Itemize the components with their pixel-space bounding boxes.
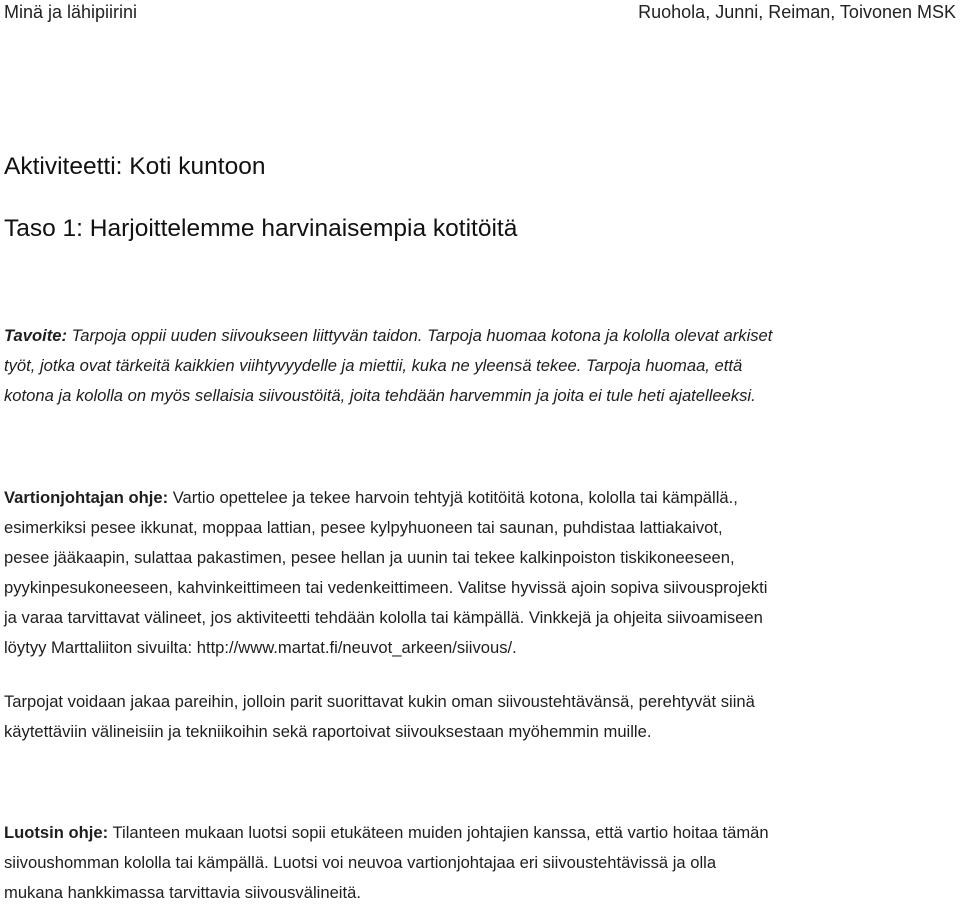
patrol-leader-line-1	[4, 483, 956, 513]
header-left-text: Minä ja lähipiirini	[4, 2, 138, 22]
pairs-paragraph	[4, 687, 956, 747]
header-right-text: Ruohola, Junni, Reiman, Toivonen MSK	[638, 2, 956, 22]
patrol-leader-label: Vartionjohtajan ohje:	[4, 488, 169, 507]
pilot-line-2: siivoushomman kololla tai kämpällä. Luotsi voi neuvoa vartionjohtajaa eri siivoustehtävissä ja olla	[4, 853, 717, 872]
page-header	[4, 2, 956, 26]
pilot-line-3: mukana hankkimassa tarvittavia siivousvälineitä.	[4, 883, 361, 902]
patrol-leader-line-2: esimerkiksi pesee ikkunat, moppaa lattian, pesee kylpyhuoneen tai saunan, puhdistaa lattiakaivot,	[4, 518, 723, 537]
patrol-leader-instructions	[4, 483, 956, 663]
goal-line-3: kotona ja kololla on myös sellaisia siivoustöitä, joita tehdään harvemmin ja joita ei tule heti ajatelleeksi.	[4, 386, 756, 405]
goal-line-1	[4, 321, 956, 351]
pairs-line-1: Tarpojat voidaan jakaa pareihin, jolloin parit suorittavat kukin oman siivoustehtävänsä, perehtyvät siinä	[4, 692, 755, 711]
pilot-instructions	[4, 818, 956, 908]
pilot-line-1	[4, 818, 956, 848]
pilot-text-1: Tilanteen mukaan luotsi sopii etukäteen muiden johtajien kanssa, että vartio hoitaa tämän	[108, 823, 769, 842]
pilot-label: Luotsin ohje:	[4, 823, 109, 842]
pairs-line-2: käytettäviin välineisiin ja tekniikoihin sekä raportoivat siivouksestaan myöhemmin muille.	[4, 722, 652, 741]
patrol-leader-line-5: ja varaa tarvittavat välineet, jos aktiviteetti tehdään kololla tai kämpällä. Vinkkejä ja ohjeita siivoamiseen	[4, 608, 763, 627]
goal-paragraph	[4, 321, 956, 411]
patrol-leader-line-4: pyykinpesukoneeseen, kahvinkeittimeen tai vedenkeittimeen. Valitse hyvissä ajoin sopiva siivousprojekti	[4, 578, 768, 597]
patrol-leader-text-1: Vartio opettelee ja tekee harvoin tehtyjä kotitöitä kotona, kololla tai kämpällä.,	[168, 488, 738, 507]
goal-label: Tavoite:	[4, 326, 68, 345]
patrol-leader-line-3: pesee jääkaapin, sulattaa pakastimen, pesee hellan ja uunin tai tekee kalkinpoiston tiskikoneeseen,	[4, 548, 735, 567]
level-title: Taso 1: Harjoittelemme harvinaisempia kotitöitä	[4, 215, 518, 242]
goal-line-2: työt, jotka ovat tärkeitä kaikkien viihtyvyydelle ja miettii, kuka ne yleensä tekee. Tarpoja huomaa, että	[4, 356, 743, 375]
patrol-leader-line-6: löytyy Marttaliiton sivuilta: http://www.martat.fi/neuvot_arkeen/siivous/.	[4, 638, 517, 657]
goal-text-1: Tarpoja oppii uuden siivoukseen liittyvän taidon. Tarpoja huomaa kotona ja kololla olevat arkiset	[67, 326, 773, 345]
activity-title: Aktiviteetti: Koti kuntoon	[4, 153, 266, 180]
